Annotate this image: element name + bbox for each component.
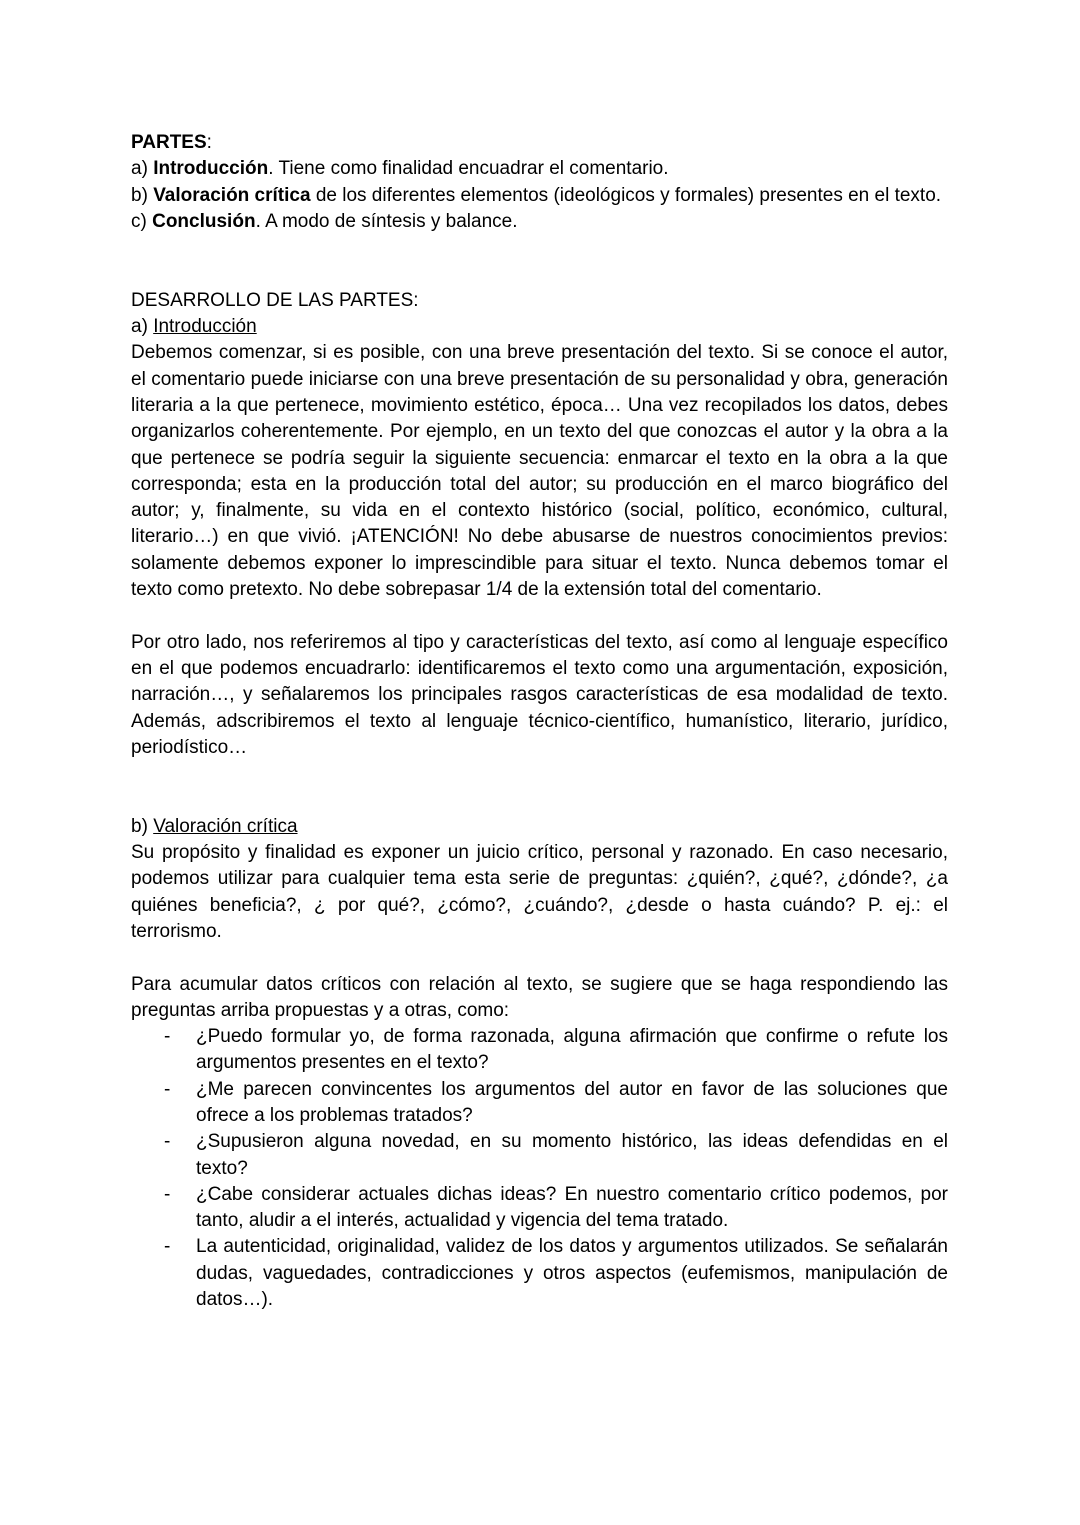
partes-heading: PARTES:	[131, 132, 212, 153]
parte-item: b) Valoración crítica de los diferentes elementos (ideológicos y formales) presentes en el texto.	[131, 184, 942, 206]
parte-item: a) Introducción. Tiene como finalidad encuadrar el comentario.	[131, 158, 669, 180]
document-page	[131, 130, 948, 1313]
valoracion-heading: b) Valoración crítica	[131, 815, 298, 837]
intro-paragraph-1: Debemos comenzar, si es posible, con una breve presentación del texto. Si se conoce el autor, el comentario puede iniciarse con una breve presentación de su personalidad y obra, generación literaria a la que pertenece, movimiento estético, época… Una vez recopilados los datos, debes organizarlos coherentemente. Por ejemplo, en un texto del que conozcas el autor y la obra a la que pertenece se podría seguir la siguiente secuencia: enmarcar el texto en la obra a la que corresponda; esta en la producción total del autor; su producción en el marco biográfico del autor; y, finalmente, su vida en el contexto histórico (social, político, económico, cultural, literario…) en que vivió. ¡ATENCIÓN! No debe abusarse de nuestros conocimientos previos: solamente debemos exponer lo imprescindible para situar el texto. Nunca debemos tomar el texto como pretexto. No debe sobrepasar 1/4 de la extensión total del comentario.	[131, 342, 948, 601]
list-item: - ¿Supusieron alguna novedad, en su momento histórico, las ideas defendidas en el texto?	[164, 1131, 948, 1179]
question-list	[131, 1024, 948, 1313]
list-item: - La autenticidad, originalidad, validez de los datos y argumentos utilizados. Se señalarán dudas, vaguedades, contradicciones y otros aspectos (eufemismos, manipulación de datos…).	[164, 1236, 948, 1311]
intro-paragraph-2: Por otro lado, nos referiremos al tipo y características del texto, así como al lenguaje específico en el que podemos encuadrarlo: identificaremos el texto como una argumentación, exposición, narración…, y señalaremos los principales rasgos características de esa modalidad de texto. Además, adscribiremos el texto al lenguaje técnico-científico, humanístico, literario, jurídico, periodístico…	[131, 631, 948, 758]
desarrollo-heading: DESARROLLO DE LAS PARTES:	[131, 289, 419, 311]
parte-item: c) Conclusión. A modo de síntesis y balance.	[131, 210, 518, 232]
list-item: - ¿Cabe considerar actuales dichas ideas? En nuestro comentario crítico podemos, por tanto, aludir a el interés, actualidad y vigencia del tema tratado.	[164, 1183, 948, 1232]
valoracion-paragraph-2: Para acumular datos críticos con relación al texto, se sugiere que se haga respondiendo las preguntas arriba propuestas y a otras, como:	[131, 973, 948, 1021]
list-item: - ¿Puedo formular yo, de forma razonada, alguna afirmación que confirme o refute los argumentos presentes en el texto?	[164, 1026, 948, 1074]
valoracion-paragraph-1: Su propósito y finalidad es exponer un juicio crítico, personal y razonado. En caso necesario, podemos utilizar para cualquier tema esta serie de preguntas: ¿quién?, ¿qué?, ¿dónde?, ¿a quiénes beneficia?, ¿ por qué?, ¿cómo?, ¿cuándo?, ¿desde o hasta cuándo? P. ej.: el terrorismo.	[131, 842, 948, 942]
intro-heading: a) Introducción	[131, 316, 257, 338]
list-item: - ¿Me parecen convincentes los argumentos del autor en favor de las soluciones que ofrece a los problemas tratados?	[164, 1078, 948, 1126]
